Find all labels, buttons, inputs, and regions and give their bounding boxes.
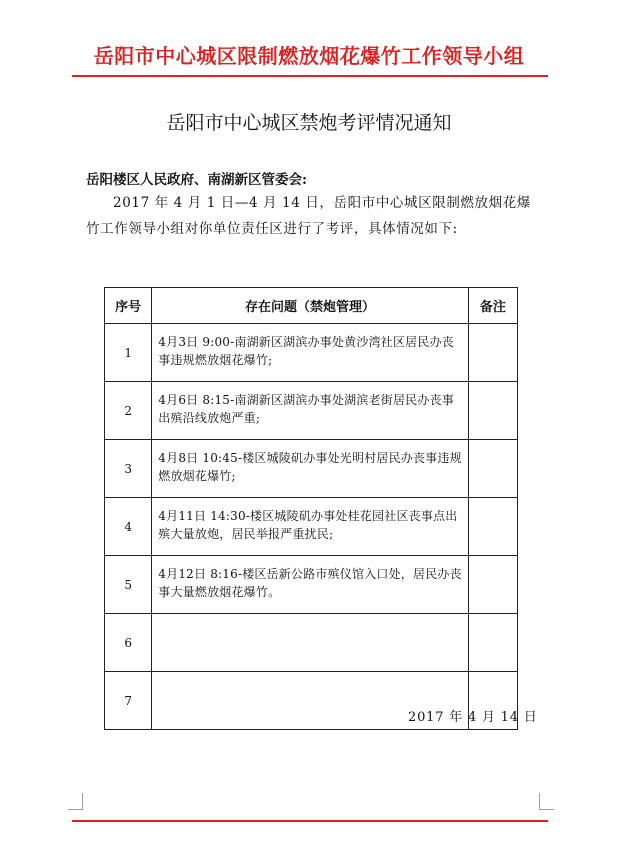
table-row [105,324,518,382]
row-number: 3 [105,440,152,498]
document-title: 岳阳市中心城区禁炮考评情况通知 [166,112,452,134]
header-red-rule [72,75,548,77]
header-remark: 备注 [468,288,517,324]
table-row [105,556,518,614]
table-row [105,498,518,556]
row-remark [468,440,517,498]
header-issue: 存在问题（禁炮管理） [152,288,469,324]
header-serial-number: 序号 [105,288,152,324]
organization-title: 岳阳市中心城区限制燃放烟花爆竹工作领导小组 [93,44,525,68]
body-paragraph: 2017 年 4 月 1 日—4 月 14 日，岳阳市中心城区限制燃放烟花爆竹工作领导小组对你单位责任区进行了考评，具体情况如下: [86,195,531,237]
margin-corner-mark-right [539,793,554,810]
footer-red-rule [72,820,548,822]
row-issue: 4月6日 8:15-南湖新区湖滨办事处湖滨老街居民办丧事出殡沿线放炮严重; [152,382,469,440]
row-number: 5 [105,556,152,614]
table-row [105,382,518,440]
issues-table [104,287,518,730]
row-number: 2 [105,382,152,440]
row-remark [468,498,517,556]
row-remark [468,556,517,614]
margin-corner-mark-left [68,793,83,810]
row-number: 6 [105,614,152,672]
row-issue: 4月3日 9:00-南湖新区湖滨办事处黄沙湾社区居民办丧事违规燃放烟花爆竹; [152,324,469,382]
table-row [105,614,518,672]
table-row [105,440,518,498]
row-number: 1 [105,324,152,382]
row-issue: 4月12日 8:16-楼区岳新公路市殡仪馆入口处，居民办丧事大量燃放烟花爆竹。 [152,556,469,614]
row-remark [468,382,517,440]
row-remark [468,614,517,672]
row-issue [152,614,469,672]
row-issue: 4月11日 14:30-楼区城陵矶办事处桂花园社区丧事点出殡大量放炮，居民举报严重扰民; [152,498,469,556]
row-number: 7 [105,672,152,730]
addressee: 岳阳楼区人民政府、南湖新区管委会: [86,172,307,188]
row-issue: 4月8日 10:45-楼区城陵矶办事处光明村居民办丧事违规燃放烟花爆竹; [152,440,469,498]
issue-date: 2017 年 4 月 14 日 [408,710,538,725]
table-header-row [105,288,518,324]
row-number: 4 [105,498,152,556]
row-remark [468,324,517,382]
